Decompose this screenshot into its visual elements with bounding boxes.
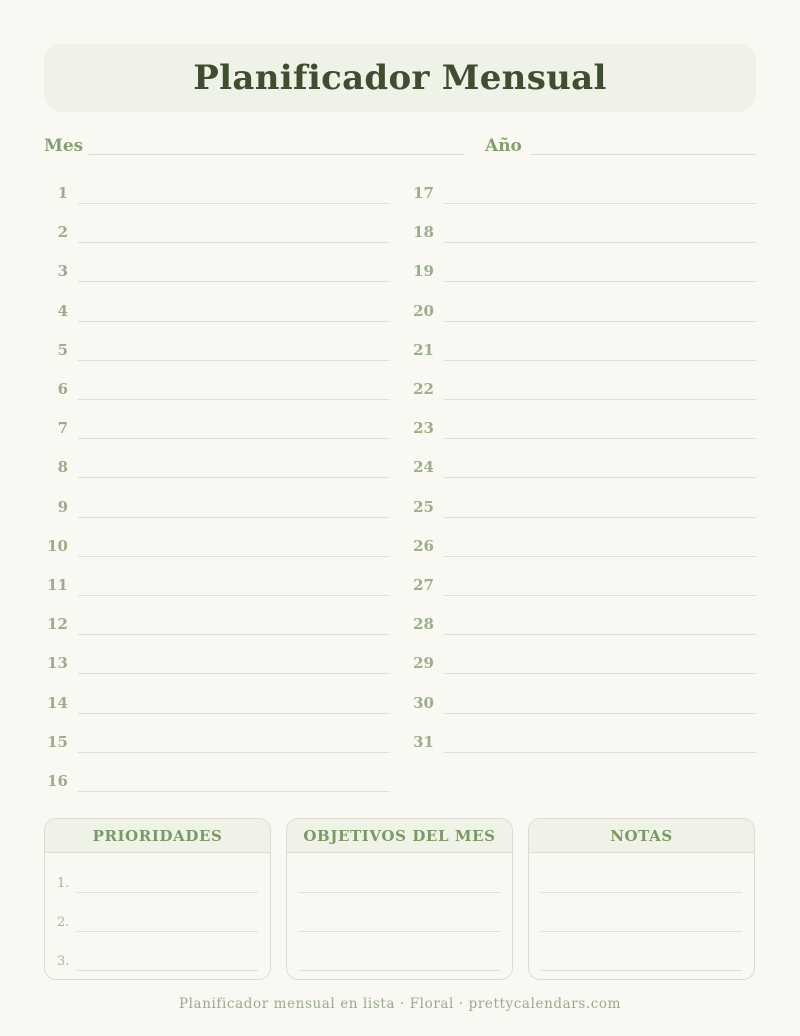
day-number: 11 (47, 576, 68, 594)
day-number: 25 (413, 497, 434, 516)
day-row (44, 731, 389, 753)
notes-title: NOTAS (529, 819, 754, 853)
day-row (44, 652, 389, 674)
day-entry-line[interactable] (78, 360, 389, 361)
priority-line[interactable] (77, 931, 258, 932)
day-number: 17 (413, 184, 434, 202)
day-row (44, 182, 389, 204)
day-number: 14 (47, 693, 68, 712)
day-entry-line[interactable] (444, 360, 756, 361)
day-row (410, 339, 756, 361)
day-number: 8 (57, 458, 68, 477)
day-entry-line[interactable] (444, 673, 756, 674)
priority-line[interactable] (77, 892, 258, 893)
day-row (44, 260, 389, 282)
title-banner (44, 44, 756, 112)
day-entry-line[interactable] (78, 713, 389, 714)
day-row (410, 574, 756, 596)
goals-title: OBJETIVOS DEL MES (287, 819, 512, 853)
goal-item-3 (299, 952, 500, 972)
day-number: 12 (47, 615, 68, 634)
day-entry-line[interactable] (444, 517, 756, 518)
day-number: 24 (413, 458, 434, 477)
priority-number: 2. (57, 915, 70, 930)
day-number: 3 (57, 262, 68, 281)
note-item-2 (541, 913, 742, 933)
day-row (44, 378, 389, 400)
day-number: 1 (57, 184, 68, 202)
notes-box (528, 818, 755, 980)
day-number: 21 (413, 340, 434, 359)
goal-item-1 (299, 874, 500, 894)
day-entry-line[interactable] (444, 595, 756, 596)
day-entry-line[interactable] (78, 517, 389, 518)
note-line[interactable] (541, 931, 742, 932)
day-number: 5 (57, 340, 68, 359)
day-row (44, 535, 389, 557)
priorities-title: PRIORIDADES (45, 819, 270, 853)
day-entry-line[interactable] (78, 321, 389, 322)
month-year-row (44, 134, 756, 158)
priority-item-1 (57, 874, 258, 894)
day-entry-line[interactable] (78, 203, 389, 204)
day-number: 28 (413, 615, 434, 634)
day-row (410, 300, 756, 322)
day-number: 23 (413, 419, 434, 438)
day-entry-line[interactable] (444, 438, 756, 439)
day-row (410, 456, 756, 478)
day-number: 10 (47, 536, 68, 555)
goal-item-2 (299, 913, 500, 933)
day-number: 4 (57, 301, 68, 320)
day-entry-line[interactable] (78, 242, 389, 243)
day-entry-line[interactable] (78, 595, 389, 596)
day-number: 27 (413, 576, 434, 594)
day-entry-line[interactable] (78, 752, 389, 753)
goal-line[interactable] (299, 892, 500, 893)
day-number: 6 (57, 380, 68, 398)
day-row (410, 182, 756, 204)
day-number: 15 (47, 732, 68, 751)
year-field[interactable] (530, 154, 756, 155)
day-entry-line[interactable] (444, 399, 756, 400)
day-entry-line[interactable] (78, 634, 389, 635)
day-number: 20 (413, 301, 434, 320)
year-label: Año (485, 136, 522, 156)
day-entry-line[interactable] (444, 634, 756, 635)
day-entry-line[interactable] (444, 203, 756, 204)
note-line[interactable] (541, 970, 742, 971)
day-number: 7 (57, 419, 68, 438)
day-row (44, 417, 389, 439)
day-entry-line[interactable] (444, 242, 756, 243)
page-title: Planificador Mensual (193, 58, 607, 98)
goal-line[interactable] (299, 931, 500, 932)
day-entry-line[interactable] (78, 556, 389, 557)
note-line[interactable] (541, 892, 742, 893)
priority-item-2 (57, 913, 258, 933)
priority-number: 1. (57, 876, 70, 891)
day-entry-line[interactable] (78, 673, 389, 674)
day-number: 13 (47, 654, 68, 673)
day-row (410, 731, 756, 753)
day-number: 30 (413, 693, 434, 712)
footer-credit: Planificador mensual en lista · Floral · prettycalendars.com (178, 996, 622, 1012)
day-row (44, 456, 389, 478)
day-row (44, 300, 389, 322)
day-row (44, 221, 389, 243)
note-item-1 (541, 874, 742, 894)
day-entry-line[interactable] (78, 438, 389, 439)
day-number: 16 (47, 772, 68, 790)
day-entry-line[interactable] (78, 399, 389, 400)
goals-box (286, 818, 513, 980)
day-number: 18 (413, 223, 434, 242)
day-number: 2 (57, 223, 68, 242)
priority-number: 3. (57, 954, 70, 969)
day-entry-line[interactable] (444, 752, 756, 753)
month-label: Mes (44, 136, 84, 156)
day-entry-line[interactable] (444, 556, 756, 557)
day-entry-line[interactable] (78, 791, 389, 792)
day-row (44, 574, 389, 596)
day-number: 26 (413, 536, 434, 555)
day-entry-line[interactable] (444, 281, 756, 282)
goal-line[interactable] (299, 970, 500, 971)
day-row (410, 652, 756, 674)
day-entry-line[interactable] (78, 281, 389, 282)
day-entry-line[interactable] (444, 321, 756, 322)
day-row (44, 692, 389, 714)
day-entry-line[interactable] (444, 713, 756, 714)
day-row (410, 260, 756, 282)
note-item-3 (541, 952, 742, 972)
priority-line[interactable] (77, 970, 258, 971)
day-number: 19 (413, 262, 434, 281)
priority-item-3 (57, 952, 258, 972)
day-row (44, 339, 389, 361)
day-row (410, 417, 756, 439)
day-number: 29 (413, 654, 434, 673)
day-row (410, 378, 756, 400)
day-row (44, 613, 389, 635)
day-entry-line[interactable] (444, 477, 756, 478)
day-row (44, 770, 389, 792)
day-number: 31 (413, 732, 434, 751)
day-row (410, 221, 756, 243)
day-row (410, 692, 756, 714)
day-row (410, 496, 756, 518)
day-number: 9 (57, 497, 68, 516)
month-field[interactable] (89, 154, 465, 155)
day-row (410, 613, 756, 635)
day-number: 22 (413, 380, 434, 398)
priorities-box (44, 818, 271, 980)
day-row (410, 535, 756, 557)
day-entry-line[interactable] (78, 477, 389, 478)
day-row (44, 496, 389, 518)
